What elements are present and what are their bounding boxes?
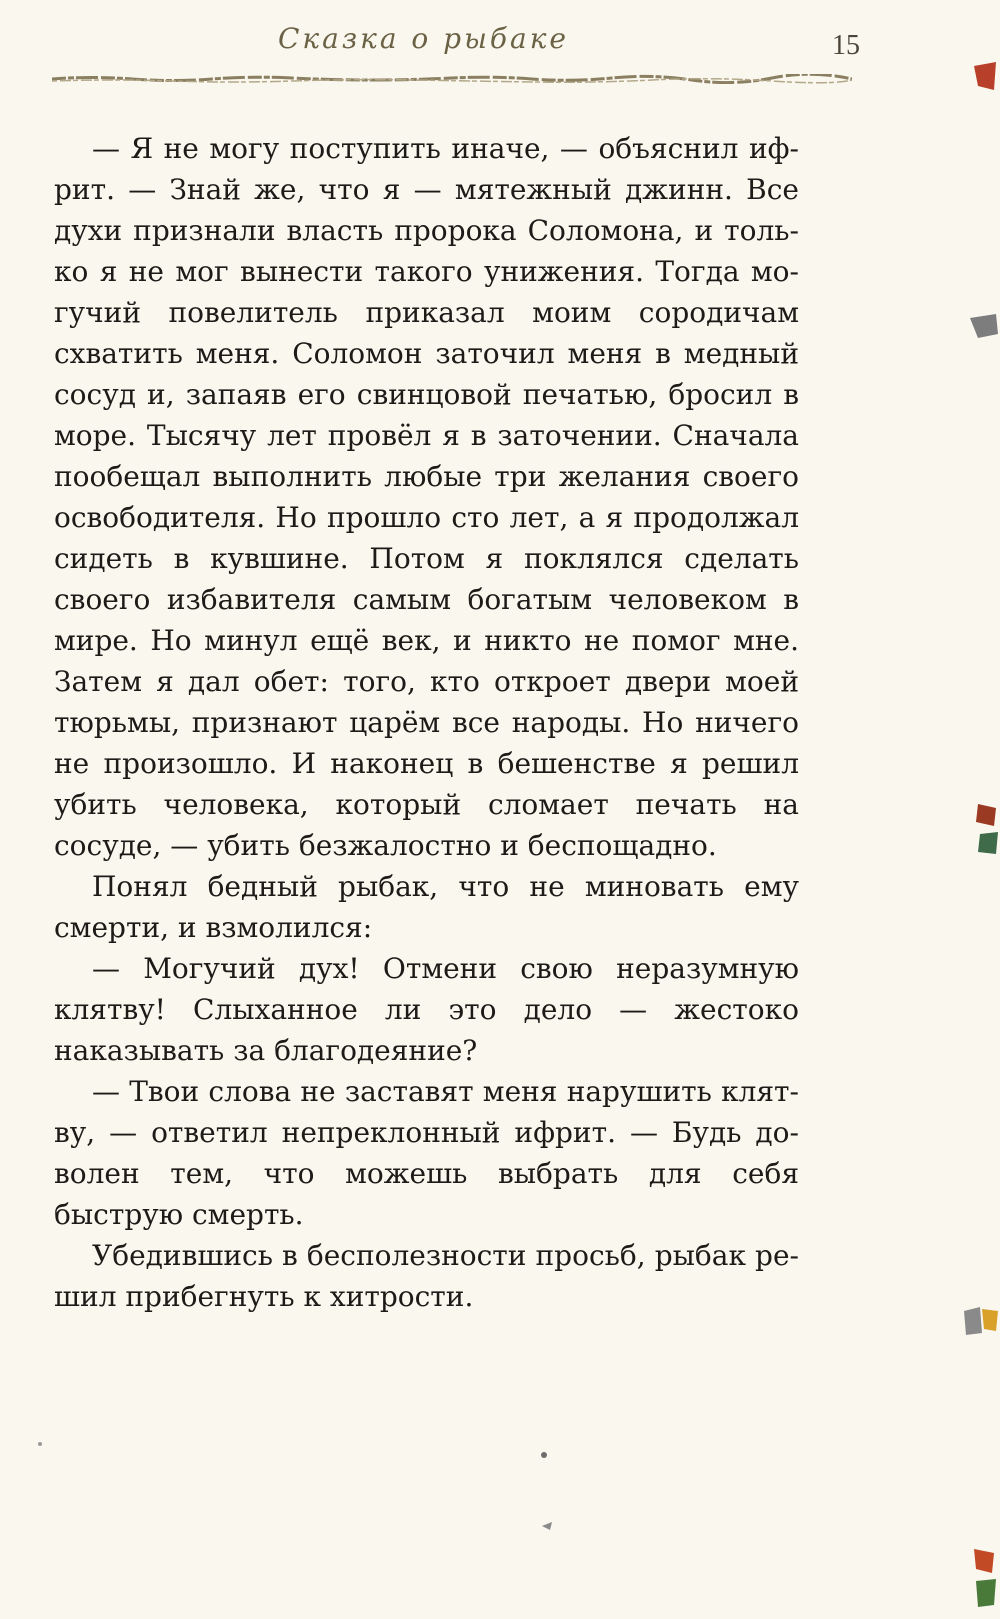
paper-fleck-decoration	[970, 60, 1000, 100]
paper-fleck-decoration	[539, 1450, 549, 1460]
paragraph: — Твои слова не заставят меня нарушить клятву, — ответил непреклонный ифрит. — Будь доволен тем, что можешь выбрать для себя быструю смерть.	[54, 1075, 799, 1231]
paragraph: — Я не могу поступить иначе, — объяснил ифрит. — Знай же, что я — мятежный джинн. Все духи признали власть пророка Соломона, и только я не мог вынести такого унижения. Тогда могучий повелитель приказал моим сородичам схватить меня. Соломон заточил меня в медный сосуд и, запаяв его свинцовой печатью, бросил в море. Тысячу лет провёл я в заточении. Сначала пообещал выполнить любые три желания своего освободителя. Но прошло сто лет, а я продолжал сидеть в кувшине. Потом я поклялся сделать своего избавителя самым богатым человеком в мире. Но минул ещё век, и никто не помог мне. Затем я дал обет: того, кто откроет двери моей тюрьмы, признают царём все народы. Но ничего не произошло. И наконец в бешенстве я решил убить человека, который сломает печать на сосуде, — убить безжалостно и беспощадно.	[54, 132, 799, 862]
paper-fleck-decoration	[968, 310, 1000, 340]
paper-fleck-decoration	[970, 1545, 1000, 1615]
paper-fleck-decoration	[972, 800, 1000, 860]
paper-fleck-decoration	[962, 1305, 1000, 1339]
page-number: 15	[832, 30, 860, 61]
paragraph: — Могучий дух! Отмени свою неразумную клятву! Слыханное ли это дело — жестоко наказывать за благодеяние?	[54, 952, 799, 1067]
header-rule	[52, 74, 852, 84]
paragraph: Понял бедный рыбак, что не миновать ему смерти, и взмолился:	[54, 870, 799, 944]
running-title: Сказка о рыбаке	[278, 22, 569, 55]
paragraph: Убедившись в бесполезности просьб, рыбак решил прибегнуть к хитрости.	[54, 1239, 799, 1313]
paper-fleck-decoration	[540, 1520, 554, 1532]
paper-fleck-decoration	[36, 1440, 44, 1448]
body-text	[54, 128, 799, 1317]
